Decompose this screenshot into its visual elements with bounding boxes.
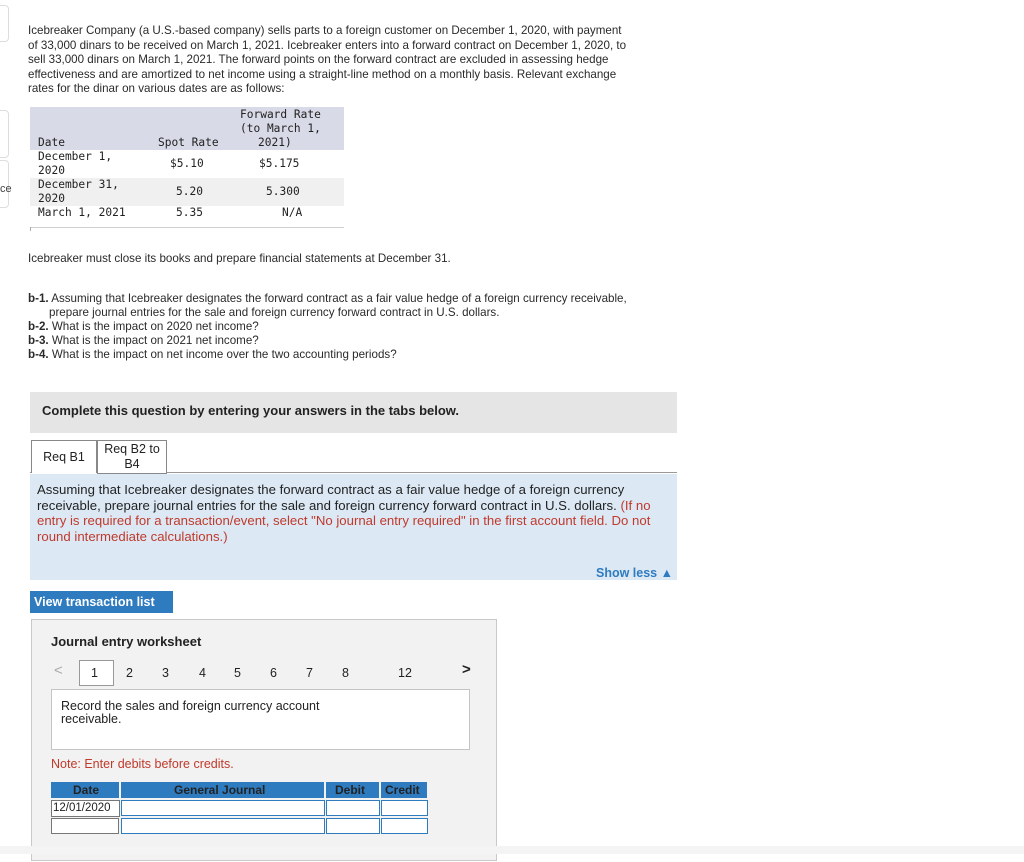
entry-description-box [51,689,470,750]
pager-page-6[interactable]: 6 [270,666,277,680]
row-spot-rate: 5.20 [176,185,203,198]
header-forward-rate: Forward Rate [240,108,321,121]
tab-req-b2-to-b4[interactable] [97,440,167,474]
instruction-note: (If no entry is required for a transaction/event, select "No journal entry required" in the first account field. Do not round intermediate calculations.) [37,497,651,544]
left-edge-tab [0,5,9,42]
view-transaction-list-button[interactable]: View transaction list [30,591,173,613]
header-date: Date [38,136,65,149]
account-input[interactable] [121,818,325,834]
question-text: What is the impact on 2021 net income? [51,334,259,347]
row-date-cell[interactable] [51,818,119,834]
question-b2 [28,320,259,335]
question-b1 [28,292,688,307]
row-date: 2020 [38,164,65,177]
row-forward-rate: N/A [282,206,303,219]
intro-line: sell 33,000 dinars on March 1, 2021. The forward points on the forward contract are excluded in assessing hedge [28,53,609,66]
credit-input[interactable] [381,800,428,816]
tab-req-b1[interactable] [31,440,97,473]
row-date-cell[interactable]: 12/01/2020 [51,800,120,817]
col-journal-label: General Journal [174,783,266,797]
chevron-right-icon[interactable]: > [462,661,471,678]
show-less-label: Show less [596,566,658,580]
pager-page-5[interactable]: 5 [234,666,241,680]
chevron-left-icon[interactable]: < [54,662,63,679]
debits-credits-note: Note: Enter debits before credits. [51,757,234,771]
pager-page-2[interactable]: 2 [126,666,133,680]
col-date-label: Date [73,783,100,797]
problem-intro [28,24,678,97]
pager-page-7[interactable]: 7 [306,666,313,680]
pager-page-1[interactable]: 1 [91,666,98,680]
tab-label: B4 [124,457,140,471]
intro-line: effectiveness and are amortized to net income using a straight-line method on a monthly basis. Relevant exchange [28,67,617,81]
header-spot-rate: Spot Rate [158,136,219,149]
question-label: b-2. [28,320,49,333]
col-debit-label: Debit [335,783,365,797]
close-books-text: Icebreaker must close its books and prepare financial statements at December 31. [28,252,451,265]
instruction-main: Assuming that Icebreaker designates the forward contract as a fair value hedge of a foreign currency receivable, prepare journal entries for the sale and foreign currency forward contract in U.S. dollars. [37,482,625,513]
tab-label: Req B2 to [104,442,160,456]
instruction-panel [30,474,677,580]
question-text: What is the impact on net income over the two accounting periods? [51,348,397,361]
journal-entry-worksheet [31,619,497,861]
debit-input[interactable] [326,818,380,834]
tabs-banner [30,392,677,433]
left-edge-tab [0,110,9,158]
row-date: December 31, [38,178,119,191]
table-corner [30,227,31,231]
credit-input[interactable] [381,818,428,834]
show-less-link[interactable] [596,566,673,580]
row-forward-rate: 5.300 [266,185,300,198]
question-text: What is the impact on 2020 net income? [51,320,259,333]
banner-text: Complete this question by entering your answers in the tabs below. [42,403,460,418]
question-b3 [28,334,259,349]
question-b4 [28,348,397,363]
question-text-cont: prepare journal entries for the sale and foreign currency forward contract in U.S. dollars. [49,306,500,319]
instruction-text [37,482,662,544]
intro-line: rates for the dinar on various dates are as follows: [28,82,285,95]
bottom-edge-strip [0,846,1024,854]
question-label: b-4. [28,348,49,361]
pager-page-8[interactable]: 8 [342,666,349,680]
account-input[interactable] [121,800,325,816]
exchange-rates-table [30,107,344,222]
row-spot-rate: $5.10 [170,157,204,170]
intro-line: Icebreaker Company (a U.S.-based company) sells parts to a foreign customer on December 1, 2020, with payment [28,24,622,37]
pager-page-4[interactable]: 4 [199,666,206,680]
header-forward-rate: 2021) [258,136,292,149]
debit-input[interactable] [326,800,380,816]
triangle-up-icon: ▲ [660,566,673,580]
pager-page-12[interactable]: 12 [398,666,412,680]
row-date: December 1, [38,150,113,163]
tab-label: Req B1 [43,450,85,464]
entry-description: Record the sales and foreign currency account receivable. [61,699,320,726]
pager-page-3[interactable]: 3 [162,666,169,680]
question-text: Assuming that Icebreaker designates the forward contract as a fair value hedge of a foreign currency receivable, [51,292,627,305]
left-edge-glyph: ce [0,183,12,195]
col-credit-label: Credit [385,783,420,797]
header-forward-rate: (to March 1, [240,122,321,135]
worksheet-title: Journal entry worksheet [51,634,202,649]
table-bottom-rule [30,227,344,228]
row-date: March 1, 2021 [38,206,126,219]
question-label: b-1. [28,292,49,305]
intro-line: of 33,000 dinars to be received on March 1, 2021. Icebreaker enters into a forward contract on December 1, 2020, to [28,38,627,52]
row-forward-rate: $5.175 [259,157,300,170]
row-spot-rate: 5.35 [176,206,203,219]
question-label: b-3. [28,334,49,347]
row-date: 2020 [38,192,65,205]
